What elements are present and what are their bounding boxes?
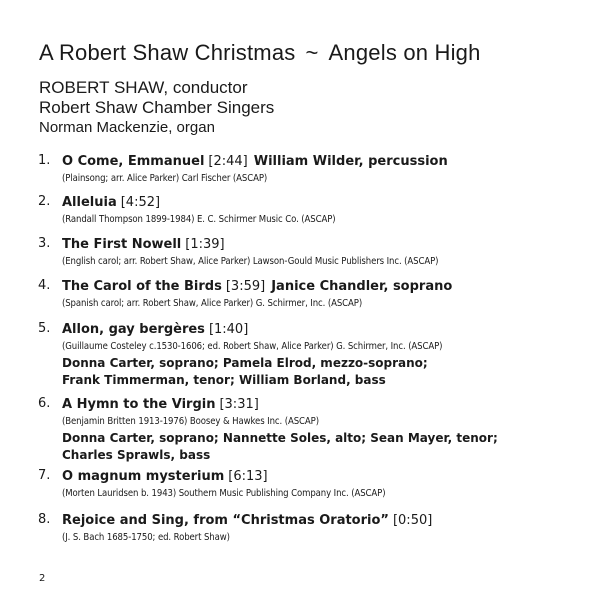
track-number: 2. <box>38 194 51 209</box>
track-duration: [6:13] <box>228 469 268 484</box>
track-duration: [3:59] <box>225 279 266 294</box>
track-duration: [1:39] <box>185 237 225 252</box>
track-performers-line: Donna Carter, soprano; Nannette Soles, alto; Sean Mayer, tenor; <box>62 431 498 445</box>
track-number: 8. <box>38 512 51 527</box>
album-subtitle: Angels on High <box>328 40 481 65</box>
title-separator: ~ <box>305 40 319 65</box>
track-source: (Spanish carol; arr. Robert Shaw, Alice Parker) G. Schirmer, Inc. (ASCAP) <box>62 298 363 309</box>
track-inline-performers: William Wilder, percussion <box>253 154 448 169</box>
track-title: Rejoice and Sing, from “Christmas Oratorio” <box>62 513 389 528</box>
track-source: (Plainsong; arr. Alice Parker) Carl Fischer (ASCAP) <box>62 173 268 184</box>
track-title: Allon, gay bergères <box>62 322 205 337</box>
track-source: (Benjamin Britten 1913-1976) Boosey & Hawkes Inc. (ASCAP) <box>62 416 319 427</box>
track-number: 6. <box>38 396 51 411</box>
conductor-credit: ROBERT SHAW, conductor <box>39 78 248 97</box>
ensemble-credit: Robert Shaw Chamber Singers <box>39 98 275 117</box>
track-number: 7. <box>38 468 51 483</box>
track-title: O Come, Emmanuel <box>62 154 205 169</box>
track-source: (J. S. Bach 1685-1750; ed. Robert Shaw) <box>62 532 230 543</box>
track-title: The First Nowell <box>62 237 182 252</box>
organist-credit: Norman Mackenzie, organ <box>39 119 215 136</box>
track-title: The Carol of the Birds <box>62 279 222 294</box>
album-title: A Robert Shaw Christmas <box>39 40 296 65</box>
track-number: 1. <box>38 153 51 168</box>
track-duration: [1:40] <box>208 322 249 337</box>
track-number: 3. <box>38 236 51 251</box>
track-performers-line: Frank Timmerman, tenor; William Borland, bass <box>62 373 386 387</box>
track-title: A Hymn to the Virgin <box>62 397 216 412</box>
track-inline-performers: Janice Chandler, soprano <box>271 279 453 294</box>
page-number: 2 <box>39 573 46 584</box>
track-duration: [4:52] <box>120 195 161 210</box>
track-duration: [2:44] <box>208 154 248 169</box>
album-title-line <box>39 40 481 66</box>
track-number: 5. <box>38 321 51 336</box>
track-duration: [0:50] <box>392 513 433 528</box>
track-duration: [3:31] <box>219 397 259 412</box>
track-source: (Guillaume Costeley c.1530-1606; ed. Robert Shaw, Alice Parker) G. Schirmer, Inc. (ASCAP) <box>62 341 443 352</box>
track-performers-line: Donna Carter, soprano; Pamela Elrod, mezzo-soprano; <box>62 356 428 370</box>
track-performers-line: Charles Sprawls, bass <box>62 448 211 462</box>
credits-block <box>39 78 274 138</box>
track-source: (English carol; arr. Robert Shaw, Alice Parker) Lawson-Gould Music Publishers Inc. (ASCAP) <box>62 256 439 267</box>
track-source: (Randall Thompson 1899-1984) E. C. Schirmer Music Co. (ASCAP) <box>62 214 336 225</box>
track-title: Alleluia <box>62 195 117 210</box>
track-number: 4. <box>38 278 51 293</box>
track-source: (Morten Lauridsen b. 1943) Southern Music Publishing Company Inc. (ASCAP) <box>62 488 386 499</box>
track-title: O magnum mysterium <box>62 469 225 484</box>
